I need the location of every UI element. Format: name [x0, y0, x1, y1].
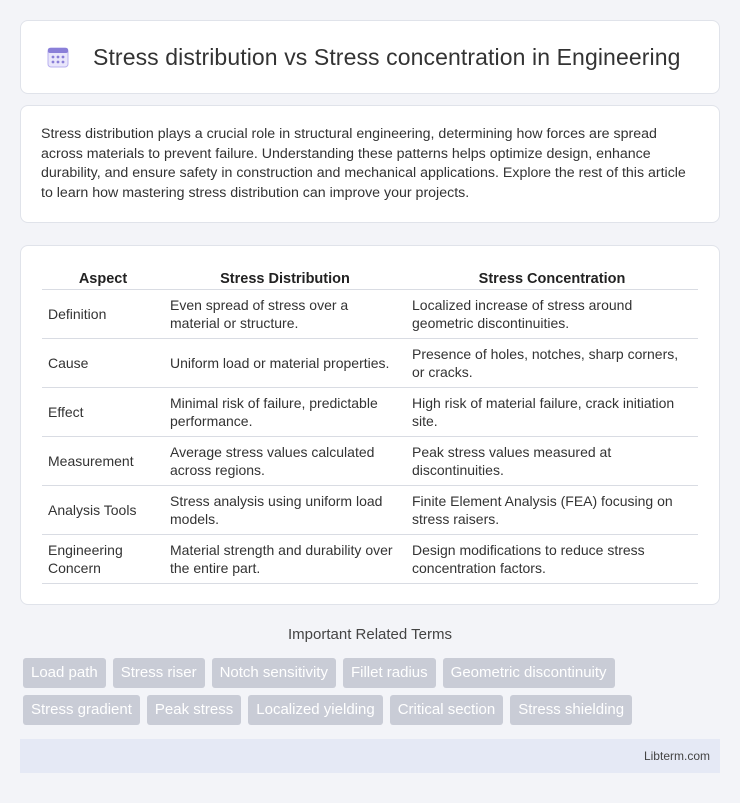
- aspect-cell: Cause: [42, 339, 164, 388]
- comparison-table: [42, 266, 698, 584]
- table-row: [42, 388, 698, 437]
- header-card: [20, 20, 720, 94]
- concentration-cell: Finite Element Analysis (FEA) focusing on stress raisers.: [406, 486, 698, 535]
- calendar-icon: [45, 44, 71, 70]
- column-header: Aspect: [42, 266, 164, 290]
- related-terms-list: [23, 658, 723, 725]
- concentration-cell: High risk of material failure, crack initiation site.: [406, 388, 698, 437]
- concentration-cell: Presence of holes, notches, sharp corners, or cracks.: [406, 339, 698, 388]
- related-term-tag[interactable]: Load path: [23, 658, 106, 688]
- related-term-tag[interactable]: Critical section: [390, 695, 504, 725]
- distribution-cell: Material strength and durability over the entire part.: [164, 535, 406, 584]
- related-term-tag[interactable]: Peak stress: [147, 695, 241, 725]
- related-term-tag[interactable]: Localized yielding: [248, 695, 382, 725]
- column-header: Stress Distribution: [164, 266, 406, 290]
- aspect-cell: Engineering Concern: [42, 535, 164, 584]
- footer-link[interactable]: Libterm.com: [643, 749, 710, 763]
- table-row: [42, 290, 698, 339]
- related-term-tag[interactable]: Fillet radius: [343, 658, 436, 688]
- table-row: [42, 339, 698, 388]
- comparison-table-card: [20, 245, 720, 605]
- related-terms-title: Important Related Terms: [288, 626, 452, 643]
- aspect-cell: Analysis Tools: [42, 486, 164, 535]
- page-title: Stress distribution vs Stress concentration in Engineering: [93, 43, 681, 70]
- table-row: [42, 486, 698, 535]
- intro-text: Stress distribution plays a crucial role in structural engineering, determining how forces are spread across materials to prevent failure. Understanding these patterns helps optimize design, enhance durability, and ensure safety in construction and mechanical applications. Explore the rest of this article to learn how mastering stress distribution can improve your projects.: [41, 126, 686, 201]
- footer: [20, 739, 720, 773]
- aspect-cell: Definition: [42, 290, 164, 339]
- distribution-cell: Stress analysis using uniform load models.: [164, 486, 406, 535]
- intro-card: [20, 105, 720, 223]
- concentration-cell: Peak stress values measured at discontinuities.: [406, 437, 698, 486]
- table-row: [42, 437, 698, 486]
- aspect-cell: Effect: [42, 388, 164, 437]
- concentration-cell: Design modifications to reduce stress concentration factors.: [406, 535, 698, 584]
- related-term-tag[interactable]: Geometric discontinuity: [443, 658, 615, 688]
- related-term-tag[interactable]: Notch sensitivity: [212, 658, 336, 688]
- related-term-tag[interactable]: Stress gradient: [23, 695, 140, 725]
- distribution-cell: Uniform load or material properties.: [164, 339, 406, 388]
- related-term-tag[interactable]: Stress riser: [113, 658, 205, 688]
- related-term-tag[interactable]: Stress shielding: [510, 695, 632, 725]
- table-row: [42, 535, 698, 584]
- concentration-cell: Localized increase of stress around geometric discontinuities.: [406, 290, 698, 339]
- distribution-cell: Average stress values calculated across regions.: [164, 437, 406, 486]
- column-header: Stress Concentration: [406, 266, 698, 290]
- aspect-cell: Measurement: [42, 437, 164, 486]
- table-header-row: [42, 266, 698, 290]
- distribution-cell: Even spread of stress over a material or structure.: [164, 290, 406, 339]
- distribution-cell: Minimal risk of failure, predictable performance.: [164, 388, 406, 437]
